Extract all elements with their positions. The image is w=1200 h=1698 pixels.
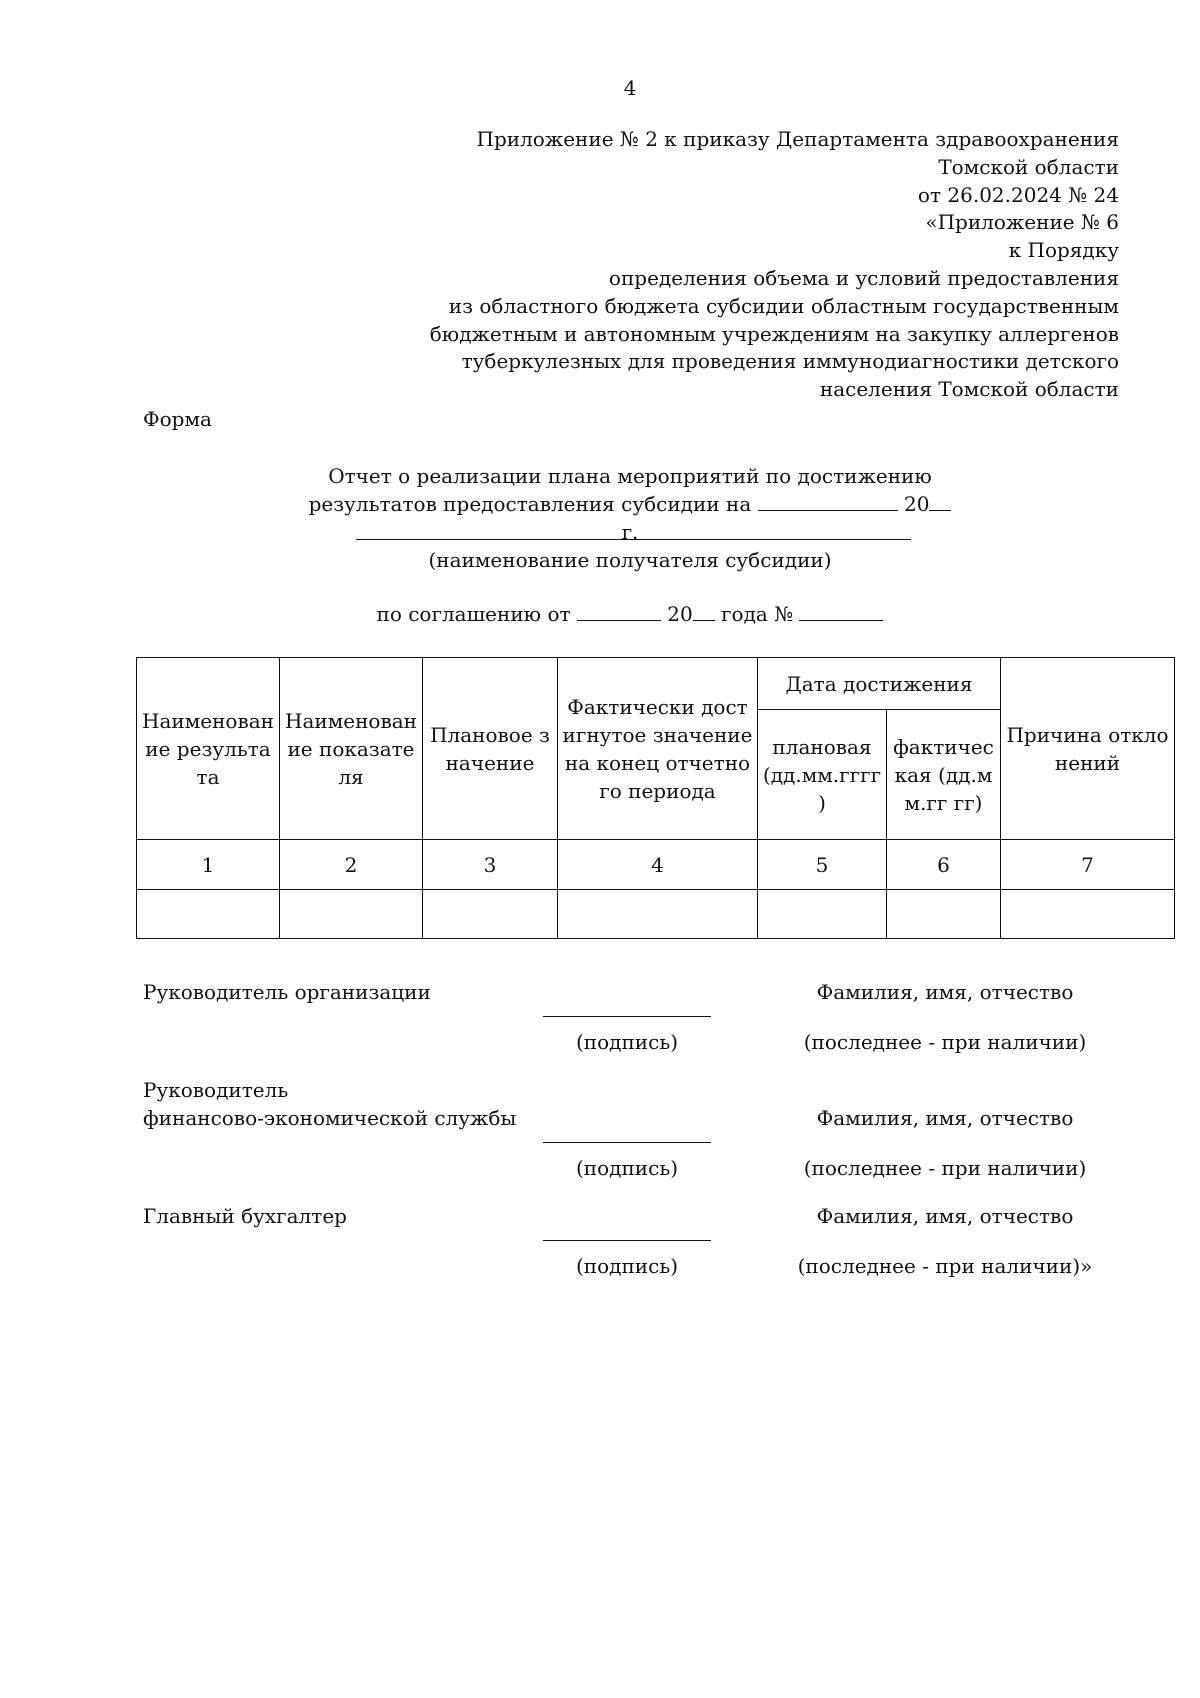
approval-line: Томской области: [938, 154, 1119, 179]
page-number: 4: [623, 76, 637, 100]
approval-line: определения объема и условий предоставления: [608, 265, 1119, 290]
table-row-empty: [137, 890, 1175, 939]
agreement-year: 20: [667, 602, 693, 626]
table-cell[interactable]: [137, 890, 280, 939]
approval-line: от 26.02.2024 № 24: [917, 182, 1119, 207]
report-title: [300, 462, 960, 546]
signature-line[interactable]: [543, 1240, 711, 1241]
signature-caption: (подпись): [575, 1156, 679, 1180]
column-number: 7: [1001, 840, 1175, 890]
form-label: Форма: [143, 407, 212, 431]
table-cell[interactable]: [423, 890, 558, 939]
agreement-year-blank[interactable]: [693, 601, 715, 621]
column-number: 3: [423, 840, 558, 890]
recipient-caption: (наименование получателя субсидии): [428, 548, 832, 572]
report-title-prefix: результатов предоставления субсидии на: [308, 492, 752, 516]
header-result-name: Наименован ие результата: [137, 658, 280, 840]
approval-line: бюджетным и автономным учреждениям на закупку аллергенов: [429, 321, 1119, 346]
fio-caption: (последнее - при наличии)»: [797, 1254, 1093, 1278]
report-title-line1: Отчет о реализации плана мероприятий по достижению: [328, 464, 932, 488]
column-number: 6: [887, 840, 1001, 890]
approval-line: из областного бюджета субсидии областным государственным: [448, 293, 1119, 318]
report-title-suffix: г.: [621, 520, 639, 544]
agreement-suffix: года №: [721, 602, 794, 626]
signature-line[interactable]: [543, 1142, 711, 1143]
header-indicator-name: Наименован ие показателя: [280, 658, 423, 840]
table-cell[interactable]: [558, 890, 758, 939]
agreement-date-blank[interactable]: [577, 601, 661, 621]
agreement-prefix: по соглашению от: [376, 602, 571, 626]
signature-fio: Фамилия, имя, отчество: [816, 1204, 1074, 1228]
header-deviation-reason: Причина отклонений: [1001, 658, 1175, 840]
approval-line: туберкулезных для проведения иммунодиагностики детского: [461, 349, 1119, 374]
approval-block: [419, 126, 1119, 404]
recipient-name-line[interactable]: [356, 539, 911, 540]
signature-line[interactable]: [543, 1016, 711, 1017]
signature-fio: Фамилия, имя, отчество: [816, 1106, 1074, 1130]
signature-caption: (подпись): [575, 1030, 679, 1054]
table-cell[interactable]: [887, 890, 1001, 939]
table-cell[interactable]: [280, 890, 423, 939]
column-number: 4: [558, 840, 758, 890]
column-number: 1: [137, 840, 280, 890]
header-planned-date: плановая (дд.мм.гггг ): [758, 710, 887, 840]
header-actual-value: Фактически достигнутое значение на конец отчетного периода: [558, 658, 758, 840]
fio-caption: (последнее - при наличии): [803, 1156, 1087, 1180]
column-number: 5: [758, 840, 887, 890]
report-title-year: 20: [903, 492, 930, 516]
agreement-number-blank[interactable]: [799, 601, 883, 621]
header-actual-date: фактичес кая (дд.мм.гг гг): [887, 710, 1001, 840]
approval-line: к Порядку: [1008, 238, 1119, 263]
header-planned-value: Плановое значение: [423, 658, 558, 840]
approval-line: «Приложение № 6: [925, 210, 1119, 235]
signature-caption: (подпись): [575, 1254, 679, 1278]
report-title-line2: [300, 490, 960, 546]
agreement-line: [300, 601, 960, 626]
header-date-group: Дата достижения: [758, 658, 1001, 710]
signature-fio: Фамилия, имя, отчество: [816, 980, 1074, 1004]
fio-caption: (последнее - при наличии): [803, 1030, 1087, 1054]
table-cell[interactable]: [1001, 890, 1175, 939]
table-row-column-numbers: [137, 840, 1175, 890]
signature-role: Руководитель организации: [143, 980, 431, 1004]
signature-role: Руководитель: [143, 1078, 289, 1102]
approval-line: Приложение № 2 к приказу Департамента здравоохранения: [476, 127, 1119, 151]
approval-line: населения Томской области: [819, 377, 1119, 402]
period-blank[interactable]: [758, 491, 898, 511]
year-blank[interactable]: [929, 491, 951, 511]
signature-role: Главный бухгалтер: [143, 1204, 347, 1228]
report-table: [136, 657, 1175, 939]
signature-role: финансово-экономической службы: [143, 1106, 517, 1130]
column-number: 2: [280, 840, 423, 890]
table-cell[interactable]: [758, 890, 887, 939]
